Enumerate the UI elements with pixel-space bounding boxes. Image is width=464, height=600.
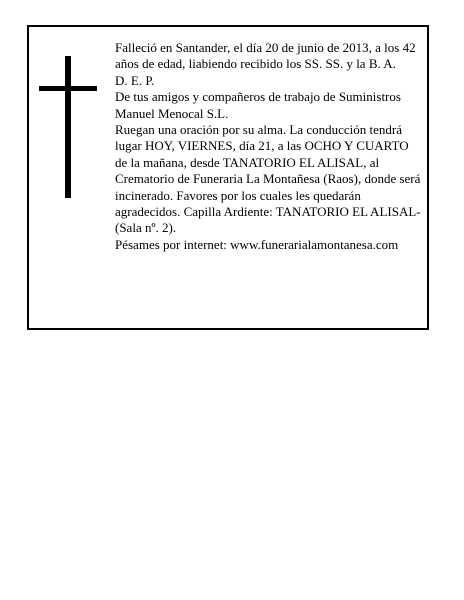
death-announcement: Falleció en Santander, el día 20 de junio de 2013, a los 42 años de edad, liabiendo recibido los SS. SS. y la B. A. <box>115 40 416 72</box>
notice-text <box>115 40 421 253</box>
rest-in-peace: D. E. P. <box>115 72 155 88</box>
funeral-details: Ruegan una oración por su alma. La conducción tendrá lugar HOY, VIERNES, día 21, a las OCHO Y CUARTO de la mañana, desde TANATORIO EL ALISAL, al Crematorio de Funeraria La Montañesa (Raos), donde será incinerado. Favores por los cuales les quedarán agradecidos. Capilla Ardiente: TANATORIO EL ALISAL-(Sala nº. 2). <box>115 122 421 236</box>
cross-horizontal-bar <box>39 86 97 91</box>
cross-icon <box>39 56 97 198</box>
obituary-notice <box>27 25 429 330</box>
dedication: De tus amigos y compañeros de trabajo de Suministros Manuel Menocal S.L. <box>115 89 401 121</box>
cross-vertical-bar <box>65 56 71 198</box>
condolences-website: Pésames por internet: www.funerarialamontanesa.com <box>115 236 399 252</box>
